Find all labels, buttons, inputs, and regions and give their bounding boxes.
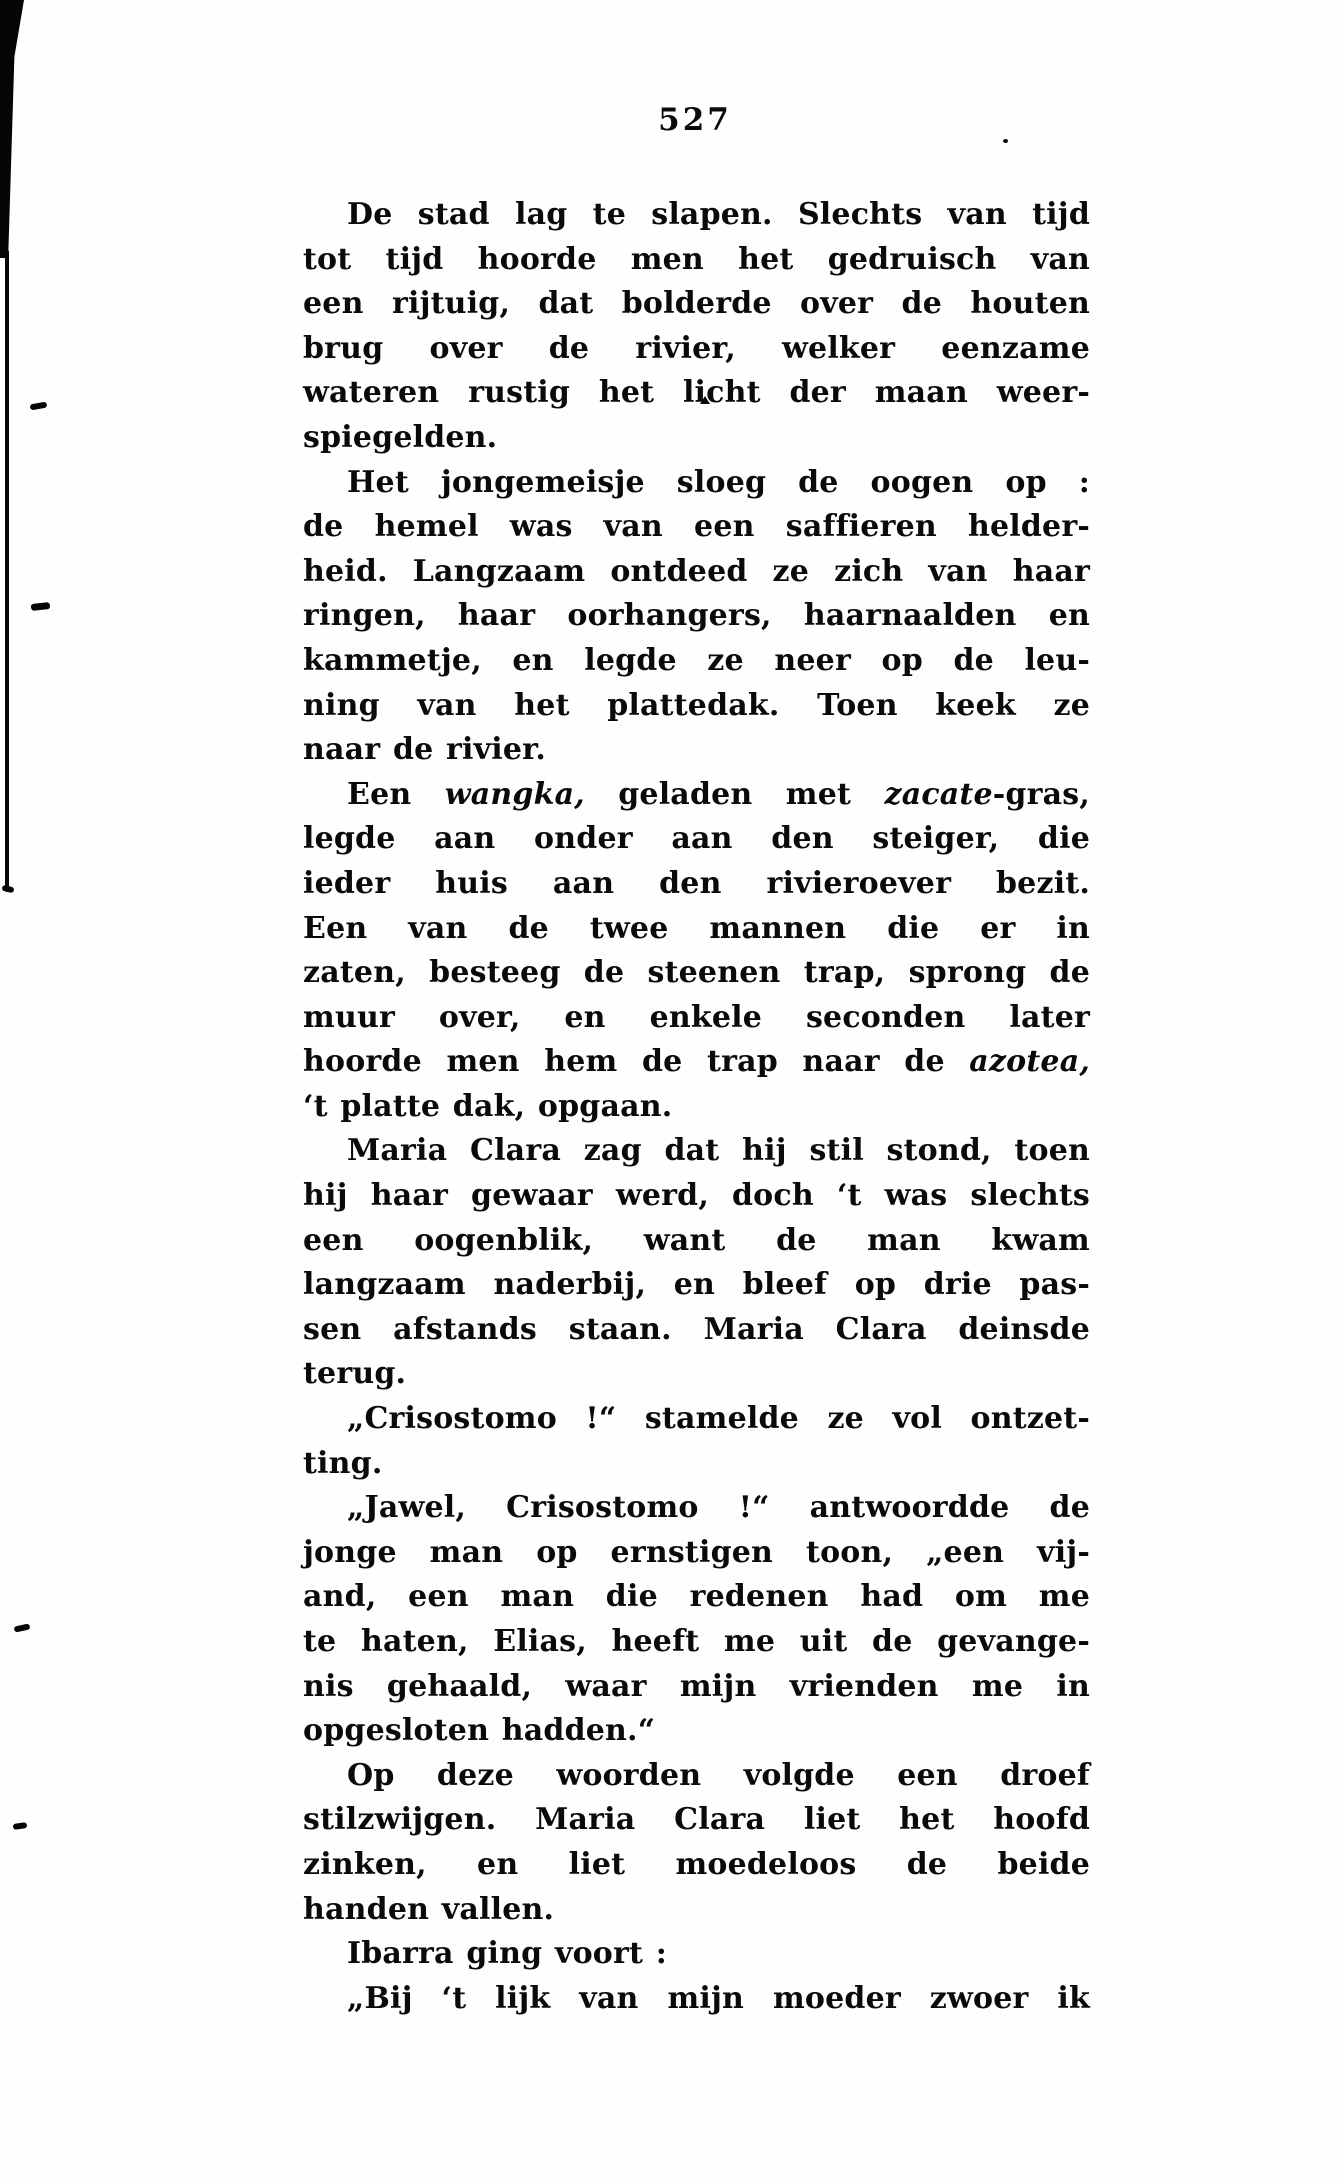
text-segment: sen afstands staan. Maria Clara deinsde bbox=[303, 1311, 1090, 1347]
text-segment: jonge man op ernstigen toon, „een vij- bbox=[303, 1534, 1090, 1570]
text-line bbox=[303, 282, 1090, 327]
text-line bbox=[303, 505, 1090, 550]
text-segment: Het jongemeisje sloeg de oogen op : bbox=[347, 464, 1090, 500]
text-line bbox=[303, 1397, 1090, 1442]
scan-binding-line-artifact bbox=[5, 250, 9, 892]
text-segment: zinken, en liet moedeloos de beide bbox=[303, 1846, 1090, 1882]
text-segment: hij haar gewaar werd, doch ‘t was slechts bbox=[303, 1178, 1090, 1214]
text-line bbox=[303, 1754, 1090, 1799]
text-segment: een oogenblik, want de man kwam bbox=[303, 1222, 1090, 1258]
italic-text-segment: azotea, bbox=[969, 1044, 1090, 1080]
text-segment: ting. bbox=[303, 1445, 383, 1481]
text-line bbox=[303, 684, 1090, 729]
text-segment: Op deze woorden volgde een droef bbox=[347, 1757, 1090, 1793]
text-line bbox=[303, 550, 1090, 595]
text-line bbox=[303, 1932, 1090, 1977]
text-segment: naar de rivier. bbox=[303, 732, 547, 768]
text-line bbox=[303, 951, 1090, 996]
text-segment: hoorde men hem de trap naar de bbox=[303, 1044, 970, 1080]
text-line bbox=[303, 1174, 1090, 1219]
text-segment: stilzwijgen. Maria Clara liet het hoofd bbox=[303, 1802, 1090, 1838]
text-segment: tot tijd hoorde men het gedruisch van bbox=[303, 241, 1090, 277]
italic-text-segment: wangka, bbox=[444, 776, 585, 812]
text-segment: „Bij ‘t lijk van mijn moeder zwoer ik bbox=[347, 1980, 1090, 2016]
text-line bbox=[303, 1442, 1090, 1487]
text-segment: spiegelden. bbox=[303, 419, 498, 455]
text-segment: ning van het plattedak. Toen keek ze bbox=[303, 687, 1090, 723]
text-segment: „Jawel, Crisostomo !“ antwoordde de bbox=[347, 1490, 1090, 1526]
text-line bbox=[303, 594, 1090, 639]
text-segment: te haten, Elias, heeft me uit de gevange- bbox=[303, 1624, 1090, 1659]
text-segment: handen vallen. bbox=[303, 1891, 555, 1927]
text-line bbox=[303, 1486, 1090, 1531]
text-line bbox=[303, 728, 1090, 773]
text-line bbox=[303, 1977, 1090, 2022]
text-line bbox=[303, 193, 1090, 238]
text-line bbox=[303, 1575, 1090, 1620]
text-segment: and, een man die redenen had om me bbox=[303, 1579, 1090, 1615]
text-line bbox=[303, 371, 1090, 416]
text-segment: „Crisostomo !“ stamelde ze vol ontzet- bbox=[347, 1401, 1090, 1437]
inline-ink-mark-artifact bbox=[700, 396, 710, 404]
text-segment: ‘t platte dak, opgaan. bbox=[303, 1088, 673, 1124]
text-segment: Ibarra ging voort : bbox=[347, 1936, 667, 1972]
text-line bbox=[303, 1263, 1090, 1308]
text-line bbox=[303, 1352, 1090, 1397]
text-line bbox=[303, 862, 1090, 907]
text-segment: wateren rustig het licht der maan weer- bbox=[303, 375, 1090, 411]
margin-ink-speck bbox=[31, 602, 51, 611]
margin-ink-speck bbox=[13, 1822, 28, 1830]
text-line bbox=[303, 1219, 1090, 1264]
text-segment: geladen met bbox=[584, 776, 885, 812]
text-segment: heid. Langzaam ontdeed ze zich van haar bbox=[303, 553, 1090, 589]
text-line bbox=[303, 327, 1090, 372]
text-segment: Maria Clara zag dat hij stil stond, toen bbox=[347, 1133, 1090, 1169]
text-line bbox=[303, 1085, 1090, 1130]
text-line bbox=[303, 1843, 1090, 1888]
text-line bbox=[303, 907, 1090, 952]
text-segment: Een van de twee mannen die er in bbox=[303, 910, 1090, 946]
text-segment: kammetje, en legde ze neer op de leu- bbox=[303, 642, 1090, 678]
italic-text-segment: zacate bbox=[884, 776, 993, 812]
text-segment: een rijtuig, dat bolderde over de houten bbox=[303, 286, 1090, 322]
ink-dot-artifact bbox=[1003, 139, 1008, 143]
margin-ink-speck bbox=[14, 1623, 31, 1632]
text-line bbox=[303, 773, 1090, 818]
text-line bbox=[303, 1531, 1090, 1576]
scan-binding-edge-artifact bbox=[0, 0, 24, 258]
text-segment: langzaam naderbij, en bleef op drie pas- bbox=[303, 1267, 1090, 1303]
text-segment: legde aan onder aan den steiger, die bbox=[303, 821, 1090, 857]
text-line bbox=[303, 238, 1090, 283]
text-line bbox=[303, 1129, 1090, 1174]
text-segment: nis gehaald, waar mijn vrienden me in bbox=[303, 1668, 1090, 1704]
text-segment: zaten, besteeg de steenen trap, sprong de bbox=[303, 955, 1090, 991]
scan-binding-hook-artifact bbox=[1, 885, 14, 894]
text-segment: ieder huis aan den rivieroever bezit. bbox=[303, 865, 1090, 901]
text-block bbox=[303, 193, 1090, 2021]
text-line bbox=[303, 461, 1090, 506]
text-segment: terug. bbox=[303, 1356, 407, 1392]
text-line bbox=[303, 416, 1090, 461]
text-segment: brug over de rivier, welker eenzame bbox=[303, 330, 1090, 366]
text-line bbox=[303, 1709, 1090, 1754]
margin-ink-speck bbox=[30, 402, 48, 411]
text-line bbox=[303, 1665, 1090, 1710]
text-segment: muur over, en enkele seconden later bbox=[303, 999, 1090, 1035]
text-segment: ringen, haar oorhangers, haarnaalden en bbox=[303, 598, 1090, 634]
text-line bbox=[303, 1308, 1090, 1353]
page-number: 527 bbox=[658, 102, 732, 138]
text-line bbox=[303, 817, 1090, 862]
text-line bbox=[303, 639, 1090, 684]
text-line bbox=[303, 1798, 1090, 1843]
text-line bbox=[303, 1620, 1090, 1665]
text-segment: Een bbox=[347, 776, 445, 812]
text-line bbox=[303, 996, 1090, 1041]
text-line bbox=[303, 1888, 1090, 1933]
text-line bbox=[303, 1040, 1090, 1085]
text-segment: opgesloten hadden.“ bbox=[303, 1713, 656, 1749]
text-segment: de hemel was van een saffieren helder- bbox=[303, 509, 1090, 545]
text-segment: De stad lag te slapen. Slechts van tijd bbox=[347, 197, 1090, 232]
text-segment: -gras, bbox=[992, 776, 1090, 812]
